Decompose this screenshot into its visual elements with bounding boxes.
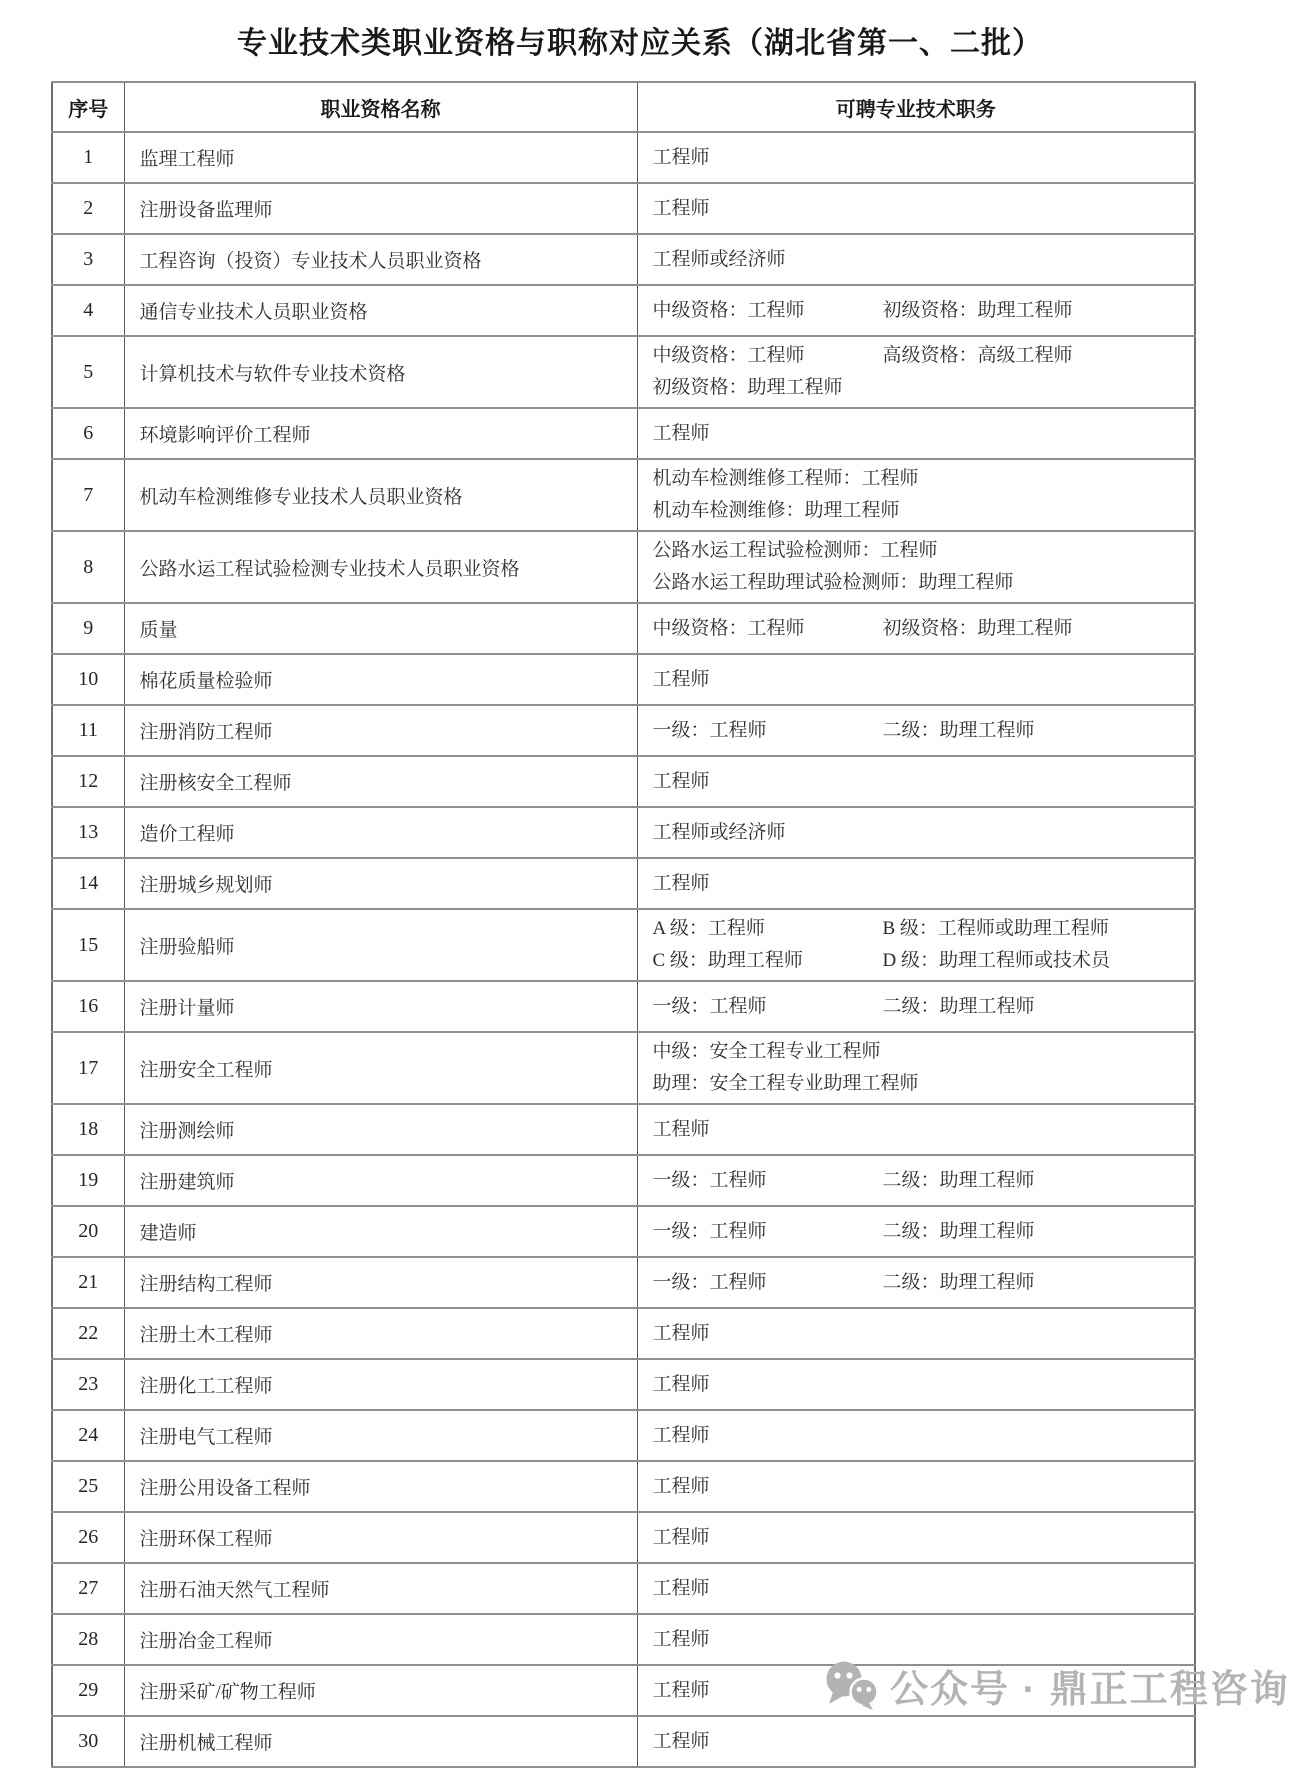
cell-serial-number: 24	[52, 1410, 124, 1461]
cell-professional-title	[637, 285, 1195, 336]
title-segment: A 级：工程师	[652, 918, 765, 939]
cell-professional-title	[637, 1206, 1195, 1257]
title-line	[653, 664, 1194, 696]
cell-serial-number: 11	[52, 705, 124, 756]
title-segment: 工程师	[652, 1679, 710, 1701]
title-segment: 工程师	[652, 1475, 710, 1497]
title-line	[653, 244, 1194, 276]
table-row	[52, 1359, 1195, 1410]
cell-serial-number: 17	[52, 1032, 124, 1104]
title-line	[653, 1726, 1194, 1758]
cell-serial-number: 12	[52, 756, 124, 807]
cell-professional-title	[637, 1716, 1195, 1767]
cell-qualification-name: 注册核安全工程师	[124, 756, 637, 807]
cell-professional-title	[637, 1032, 1195, 1104]
cell-professional-title	[637, 408, 1195, 459]
cell-professional-title	[637, 1461, 1195, 1512]
title-segment: 工程师	[652, 1118, 710, 1140]
table-row	[52, 1257, 1195, 1308]
title-line	[653, 1068, 1194, 1100]
title-segment: 工程师	[652, 146, 710, 168]
cell-qualification-name: 注册冶金工程师	[124, 1614, 637, 1665]
cell-serial-number: 25	[52, 1461, 124, 1512]
title-segment: 公路水运工程助理试验检测师：助理工程师	[652, 572, 1014, 593]
table-row	[52, 1032, 1195, 1104]
title-segment: 二级：助理工程师	[882, 1271, 1035, 1293]
title-line	[653, 1624, 1194, 1656]
watermark	[822, 1660, 1290, 1710]
table-row	[52, 1716, 1195, 1767]
table-row	[52, 909, 1195, 981]
cell-serial-number: 10	[52, 654, 124, 705]
table-header-row	[52, 82, 1195, 132]
title-segment: 工程师	[652, 1424, 710, 1446]
cell-qualification-name: 注册设备监理师	[124, 183, 637, 234]
cell-professional-title	[637, 1257, 1195, 1308]
title-segment: 助理：安全工程专业助理工程师	[652, 1073, 919, 1094]
cell-qualification-name: 注册安全工程师	[124, 1032, 637, 1104]
title-segment: 工程师	[652, 1577, 710, 1599]
cell-qualification-name: 注册建筑师	[124, 1155, 637, 1206]
title-line	[653, 1573, 1194, 1605]
cell-serial-number: 18	[52, 1104, 124, 1155]
title-line	[653, 495, 1194, 527]
table-row	[52, 705, 1195, 756]
cell-serial-number: 16	[52, 981, 124, 1032]
cell-serial-number: 5	[52, 336, 124, 408]
cell-professional-title	[637, 756, 1195, 807]
table-row	[52, 531, 1195, 603]
title-segment: 二级：助理工程师	[882, 719, 1035, 741]
cell-qualification-name: 注册消防工程师	[124, 705, 637, 756]
cell-professional-title	[637, 981, 1195, 1032]
cell-serial-number: 21	[52, 1257, 124, 1308]
page-title: 专业技术类职业资格与职称对应关系（湖北省第一、二批）	[237, 27, 1043, 60]
cell-professional-title	[637, 531, 1195, 603]
cell-professional-title	[637, 234, 1195, 285]
cell-professional-title	[637, 1104, 1195, 1155]
title-line	[653, 945, 1194, 977]
table-row	[52, 1461, 1195, 1512]
cell-serial-number: 20	[52, 1206, 124, 1257]
cell-serial-number: 14	[52, 858, 124, 909]
table-body	[52, 132, 1195, 1767]
header-qualification-name: 职业资格名称	[124, 82, 637, 132]
cell-qualification-name: 注册公用设备工程师	[124, 1461, 637, 1512]
title-segment: 工程师	[652, 770, 710, 792]
cell-professional-title	[637, 132, 1195, 183]
title-segment: 二级：助理工程师	[882, 1169, 1035, 1191]
cell-serial-number: 2	[52, 183, 124, 234]
cell-professional-title	[637, 705, 1195, 756]
title-segment: 工程师	[652, 422, 710, 444]
title-line	[653, 1420, 1194, 1452]
title-line	[653, 1114, 1194, 1146]
title-line	[653, 535, 1194, 567]
title-line	[653, 1165, 1194, 1197]
cell-serial-number: 15	[52, 909, 124, 981]
table-row	[52, 459, 1195, 531]
table-row	[52, 285, 1195, 336]
cell-qualification-name: 棉花质量检验师	[124, 654, 637, 705]
cell-qualification-name: 注册机械工程师	[124, 1716, 637, 1767]
cell-professional-title	[637, 807, 1195, 858]
title-line	[653, 193, 1194, 225]
title-line	[653, 295, 1194, 327]
title-segment: 机动车检测维修：助理工程师	[652, 500, 900, 521]
table-row	[52, 858, 1195, 909]
cell-qualification-name: 注册城乡规划师	[124, 858, 637, 909]
title-segment: 工程师或经济师	[652, 821, 786, 843]
cell-serial-number: 8	[52, 531, 124, 603]
table-row	[52, 1563, 1195, 1614]
cell-serial-number: 6	[52, 408, 124, 459]
cell-professional-title	[637, 1359, 1195, 1410]
title-segment: 二级：助理工程师	[882, 1220, 1035, 1242]
header-professional-title: 可聘专业技术职务	[637, 82, 1195, 132]
title-segment: 工程师	[652, 1526, 710, 1548]
cell-qualification-name: 注册采矿/矿物工程师	[124, 1665, 637, 1716]
title-line	[653, 613, 1194, 645]
title-line	[653, 1522, 1194, 1554]
cell-serial-number: 7	[52, 459, 124, 531]
title-segment: 工程师或经济师	[652, 248, 786, 270]
cell-qualification-name: 监理工程师	[124, 132, 637, 183]
title-line	[653, 991, 1194, 1023]
cell-serial-number: 27	[52, 1563, 124, 1614]
cell-professional-title	[637, 654, 1195, 705]
title-segment: 一级：工程师	[652, 1220, 767, 1242]
cell-qualification-name: 机动车检测维修专业技术人员职业资格	[124, 459, 637, 531]
title-segment: B 级：工程师或助理工程师	[882, 918, 1109, 939]
title-line	[653, 1267, 1194, 1299]
cell-qualification-name: 通信专业技术人员职业资格	[124, 285, 637, 336]
cell-professional-title	[637, 909, 1195, 981]
cell-professional-title	[637, 1155, 1195, 1206]
title-line	[653, 340, 1194, 372]
table-row	[52, 408, 1195, 459]
title-segment: 初级资格：助理工程师	[652, 377, 843, 398]
header-serial-number: 序号	[52, 82, 124, 132]
watermark-text: 公众号 · 鼎正工程咨询	[890, 1668, 1290, 1711]
table-row	[52, 981, 1195, 1032]
title-segment: 一级：工程师	[652, 1169, 767, 1191]
table-row	[52, 654, 1195, 705]
table-row	[52, 756, 1195, 807]
title-segment: 中级：安全工程专业工程师	[652, 1041, 881, 1062]
cell-professional-title	[637, 858, 1195, 909]
title-segment: 二级：助理工程师	[882, 995, 1035, 1017]
table-row	[52, 183, 1195, 234]
cell-professional-title	[637, 1563, 1195, 1614]
title-line	[653, 868, 1194, 900]
title-line	[653, 372, 1194, 404]
cell-qualification-name: 造价工程师	[124, 807, 637, 858]
cell-serial-number: 28	[52, 1614, 124, 1665]
title-segment: 高级资格：高级工程师	[882, 345, 1073, 366]
cell-professional-title	[637, 336, 1195, 408]
cell-qualification-name: 公路水运工程试验检测专业技术人员职业资格	[124, 531, 637, 603]
title-line	[653, 142, 1194, 174]
title-segment: 初级资格：助理工程师	[882, 299, 1073, 321]
cell-qualification-name: 注册石油天然气工程师	[124, 1563, 637, 1614]
cell-professional-title	[637, 183, 1195, 234]
cell-serial-number: 4	[52, 285, 124, 336]
title-segment: 工程师	[652, 668, 710, 690]
title-line	[653, 817, 1194, 849]
cell-professional-title	[637, 1512, 1195, 1563]
title-line	[653, 1369, 1194, 1401]
title-line	[653, 1471, 1194, 1503]
table-row	[52, 603, 1195, 654]
title-segment: 工程师	[652, 1628, 710, 1650]
cell-qualification-name: 注册环保工程师	[124, 1512, 637, 1563]
cell-serial-number: 30	[52, 1716, 124, 1767]
title-line	[653, 567, 1194, 599]
title-line	[653, 418, 1194, 450]
table-row	[52, 1308, 1195, 1359]
cell-serial-number: 9	[52, 603, 124, 654]
qualification-table	[51, 81, 1196, 1768]
cell-qualification-name: 工程咨询（投资）专业技术人员职业资格	[124, 234, 637, 285]
title-segment: 公路水运工程试验检测师：工程师	[652, 540, 938, 561]
cell-qualification-name: 注册电气工程师	[124, 1410, 637, 1461]
cell-serial-number: 26	[52, 1512, 124, 1563]
title-line	[653, 1036, 1194, 1068]
title-segment: 中级资格：工程师	[652, 345, 805, 366]
cell-serial-number: 19	[52, 1155, 124, 1206]
title-segment: 工程师	[652, 1730, 710, 1752]
title-segment: 一级：工程师	[652, 1271, 767, 1293]
cell-qualification-name: 计算机技术与软件专业技术资格	[124, 336, 637, 408]
title-line	[653, 463, 1194, 495]
cell-qualification-name: 注册结构工程师	[124, 1257, 637, 1308]
cell-professional-title	[637, 1308, 1195, 1359]
title-line	[653, 1216, 1194, 1248]
cell-professional-title	[637, 1410, 1195, 1461]
table-row	[52, 1104, 1195, 1155]
cell-professional-title	[637, 603, 1195, 654]
table-row	[52, 132, 1195, 183]
cell-professional-title	[637, 459, 1195, 531]
cell-qualification-name: 注册验船师	[124, 909, 637, 981]
title-segment: 初级资格：助理工程师	[882, 617, 1073, 639]
title-segment: 一级：工程师	[652, 719, 767, 741]
cell-qualification-name: 环境影响评价工程师	[124, 408, 637, 459]
title-segment: D 级：助理工程师或技术员	[882, 950, 1110, 971]
table-row	[52, 807, 1195, 858]
table-row	[52, 1155, 1195, 1206]
title-segment: 工程师	[652, 1322, 710, 1344]
cell-serial-number: 1	[52, 132, 124, 183]
table-row	[52, 336, 1195, 408]
title-segment: 工程师	[652, 1373, 710, 1395]
cell-serial-number: 13	[52, 807, 124, 858]
cell-qualification-name: 注册测绘师	[124, 1104, 637, 1155]
title-segment: 工程师	[652, 872, 710, 894]
table-row	[52, 1410, 1195, 1461]
title-line	[653, 1318, 1194, 1350]
table-row	[52, 234, 1195, 285]
title-segment: 中级资格：工程师	[652, 617, 805, 639]
title-line	[653, 766, 1194, 798]
title-segment: 机动车检测维修工程师：工程师	[652, 468, 919, 489]
cell-qualification-name: 注册计量师	[124, 981, 637, 1032]
cell-serial-number: 23	[52, 1359, 124, 1410]
cell-serial-number: 3	[52, 234, 124, 285]
cell-serial-number: 22	[52, 1308, 124, 1359]
cell-qualification-name: 注册土木工程师	[124, 1308, 637, 1359]
title-line	[653, 715, 1194, 747]
title-line	[653, 913, 1194, 945]
cell-serial-number: 29	[52, 1665, 124, 1716]
table-row	[52, 1512, 1195, 1563]
title-segment: 中级资格：工程师	[652, 299, 805, 321]
wechat-icon	[822, 1660, 880, 1710]
cell-qualification-name: 质量	[124, 603, 637, 654]
table-row	[52, 1206, 1195, 1257]
title-segment: 一级：工程师	[652, 995, 767, 1017]
title-segment: C 级：助理工程师	[652, 950, 803, 971]
cell-qualification-name: 注册化工工程师	[124, 1359, 637, 1410]
title-segment: 工程师	[652, 197, 710, 219]
cell-qualification-name: 建造师	[124, 1206, 637, 1257]
